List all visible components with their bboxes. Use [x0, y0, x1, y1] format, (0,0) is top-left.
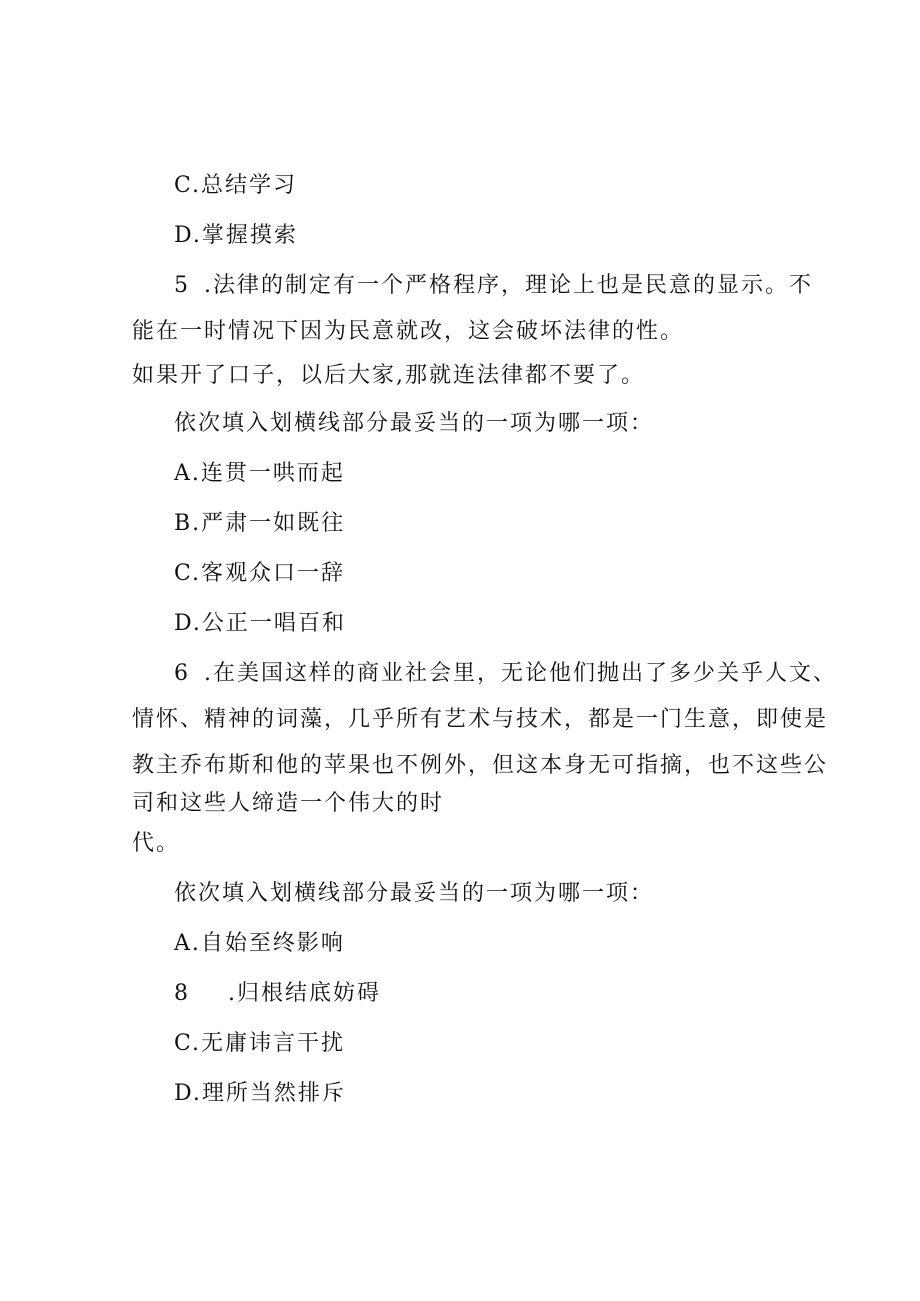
q5-option-b: B.严肃一如既往 — [174, 511, 346, 536]
q6-option-c: C.无庸讳言干扰 — [174, 1031, 346, 1056]
q4-option-d: D.掌握摸索 — [174, 223, 298, 248]
q6-number: 6 — [174, 661, 190, 686]
q5-line-2: 能在一时情况下因为民意就改，这会破坏法律的性。 — [132, 319, 685, 344]
q6-option-d: D.理所当然排斥 — [174, 1081, 346, 1106]
q5-option-c: C.客观众口一辞 — [174, 561, 346, 586]
q5-option-d: D.公正一唱百和 — [174, 611, 346, 636]
q6-option-b-number: 8 — [174, 981, 190, 1006]
q5-option-a: A.连贯一哄而起 — [174, 461, 345, 486]
q6-option-a: A.自始至终影响 — [174, 931, 345, 956]
q5-number: 5 — [174, 273, 190, 298]
q6-text-1: .在美国这样的商业社会里，无论他们抛出了多少关乎人文、 — [204, 661, 837, 686]
q6-line-2: 情怀、精神的词藻，几乎所有艺术与技术，都是一门生意，即使是 — [132, 707, 829, 732]
q5-line-3: 如果开了口子，以后大家,那就连法律都不要了。 — [132, 363, 645, 388]
q6-option-b — [174, 980, 381, 1008]
q6-line-1 — [174, 660, 837, 688]
q6-option-b-text: .归根结底妨碍 — [228, 981, 381, 1006]
q5-prompt: 依次填入划横线部分最妥当的一项为哪一项： — [174, 411, 655, 436]
q6-line-3: 教主乔布斯和他的苹果也不例外，但这本身无可指摘，也不这些公 — [132, 753, 829, 778]
q6-line-4: 司和这些人缔造一个伟大的时 — [132, 791, 445, 816]
q5-text-1: .法律的制定有一个严格程序，理论上也是民意的显示。不 — [204, 273, 813, 298]
q5-line-1 — [174, 272, 813, 300]
q6-prompt: 依次填入划横线部分最妥当的一项为哪一项： — [174, 881, 655, 906]
q4-option-c: C.总结学习 — [174, 173, 298, 198]
q6-line-5: 代。 — [132, 831, 181, 856]
